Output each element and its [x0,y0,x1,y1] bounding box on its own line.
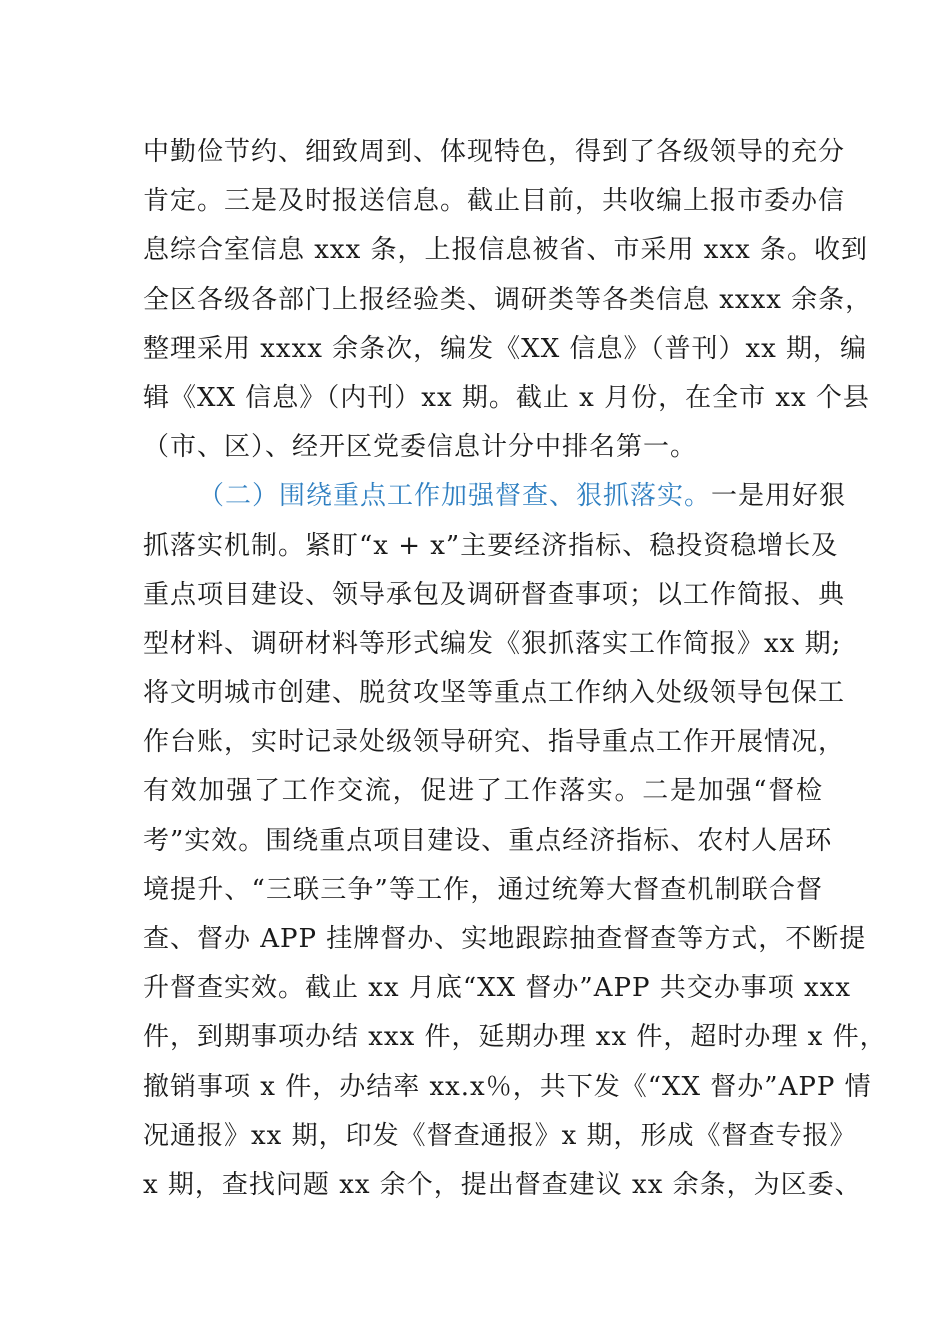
text-line: 查、督办 APP 挂牌督办、实地跟踪抽查督查等方式，不断提 [143,924,867,954]
text-line: 升督查实效。截止 xx 月底“XX 督办”APP 共交办事项 xxx [143,973,852,1004]
document-body [143,128,887,1210]
text-line: 辑《XX 信息》（内刊）xx 期。截止 x 月份，在全市 xx 个县 [143,382,870,413]
text-line: 考”实效。围绕重点项目建设、重点经济指标、农村人居环 [143,825,833,856]
text-line: x 期，查找问题 xx 余个，提出督查建议 xx 余条，为区委、 [143,1169,862,1200]
text-line: 肯定。三是及时报送信息。截止目前，共收编上报市委办信 [143,186,846,217]
text-line: 重点项目建设、领导承包及调研督查事项；以工作简报、典 [143,579,846,610]
text-line: 整理采用 xxxx 余条次，编发《XX 信息》（普刊）xx 期，编 [143,333,868,364]
text-line: 将文明城市创建、脱贫攻坚等重点工作纳入处级领导包保工 [143,678,846,709]
text-line: 抓落实机制。紧盯“x + x”主要经济指标、稳投资稳增长及 [143,530,839,561]
section-first-rest: 一是用好狠 [711,481,847,512]
text-line: 况通报》xx 期，印发《督查通报》x 期，形成《督查专报》 [143,1120,857,1151]
text-line: 件，到期事项办结 xxx 件，延期办理 xx 件，超时办理 x 件， [143,1022,887,1053]
text-line: 全区各级各部门上报经验类、调研类等各类信息 xxxx 余条， [143,284,873,315]
text-line: 型材料、调研材料等形式编发《狠抓落实工作简报》xx 期; [143,628,842,659]
section-first-line [143,472,847,521]
text-line: 中勤俭节约、细致周到、体现特色，得到了各级领导的充分 [143,137,846,167]
text-line: 作台账，实时记录处级领导研究、指导重点工作开展情况， [143,727,846,758]
text-line: 有效加强了工作交流，促进了工作落实。二是加强“督检 [143,776,823,807]
text-line: 息综合室信息 xxx 条，上报信息被省、市采用 xxx 条。收到 [143,235,869,266]
section-heading: （二）围绕重点工作加强督查、狠抓落实。 [198,481,712,512]
text-line: （市、区）、经开区党委信息计分中排名第一。 [143,432,698,463]
text-line: 撤销事项 x 件，办结率 xx.x％，共下发《“XX 督办”APP 情 [143,1071,872,1102]
text-line: 境提升、“三联三争”等工作，通过统筹大督查机制联合督 [143,874,823,905]
